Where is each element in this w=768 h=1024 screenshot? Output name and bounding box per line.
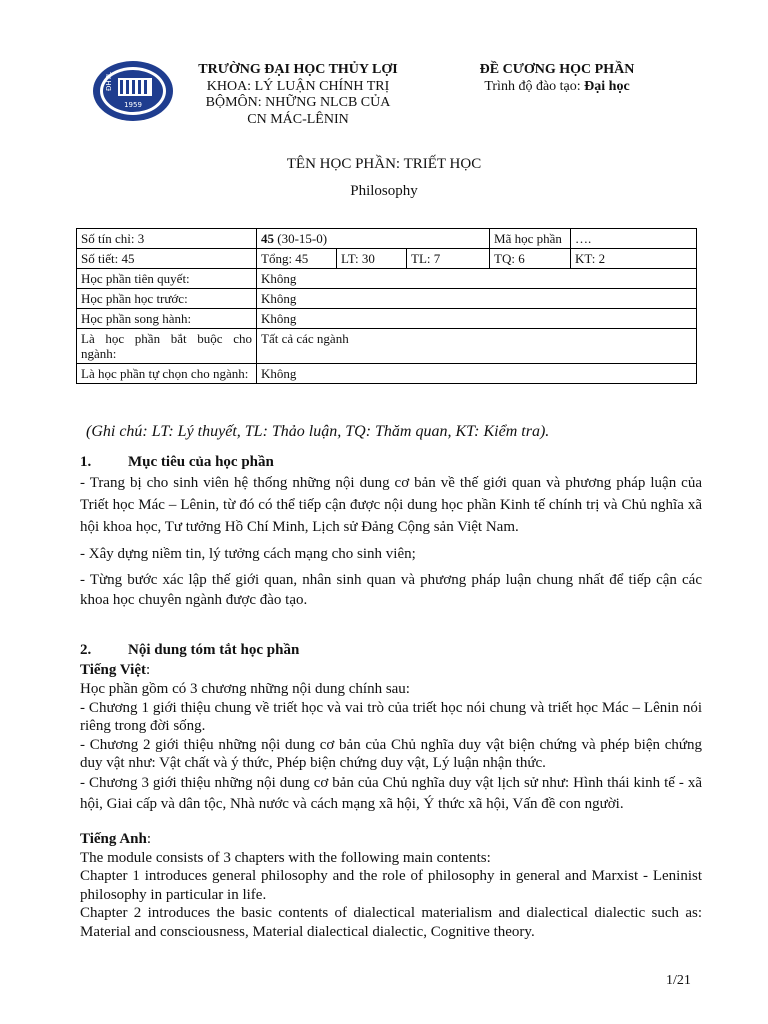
course-code-label: Mã học phần	[490, 229, 571, 249]
lt-cell: LT: 30	[337, 249, 407, 269]
logo-text: ĐHTL	[105, 72, 113, 91]
university-name: TRƯỜNG ĐẠI HỌC THỦY LỢI	[198, 62, 398, 77]
section-1	[80, 452, 702, 610]
summary-paragraph: - Chương 1 giới thiệu chung về triết học và vai trò của triết học nói chung và triết học Mác – Lênin nói riêng trong đời sống.	[80, 699, 702, 734]
department-line-1: BỘMÔN: NHỮNG NLCB CỦA	[205, 95, 391, 110]
section-heading	[80, 640, 702, 660]
table-row	[77, 229, 697, 249]
hours-total: 45	[261, 231, 274, 246]
summary-paragraph: - Chương 3 giới thiệu những nội dung cơ bản của Chủ nghĩa duy vật lịch sử như: Hình thái kinh tế - xã hội, Giai cấp và dân tộc, Nhà nước và cách mạng xã hội, Ý thức xã hội, Vấn đề con người.	[80, 774, 702, 812]
section-2	[80, 640, 702, 941]
row-value: Không	[257, 364, 697, 384]
row-label: Học phần tiên quyết:	[77, 269, 257, 289]
table-row	[77, 309, 697, 329]
credits-cell: Số tín chỉ: 3	[77, 229, 257, 249]
section-title: Nội dung tóm tắt học phần	[128, 642, 300, 658]
section-title: Mục tiêu của học phần	[128, 454, 274, 470]
department-line-2: CN MÁC-LÊNIN	[247, 111, 349, 127]
table-row	[77, 249, 697, 269]
table-row	[77, 269, 697, 289]
course-title: TÊN HỌC PHẦN: TRIẾT HỌC	[286, 156, 482, 172]
section-heading	[80, 452, 702, 472]
university-logo	[92, 60, 174, 122]
document-title: ĐỀ CƯƠNG HỌC PHẦN	[479, 62, 635, 77]
row-value: Không	[257, 269, 697, 289]
training-level	[452, 79, 662, 96]
table-row	[77, 289, 697, 309]
vietnamese-heading: Tiếng Việt:	[80, 662, 151, 678]
row-label: Học phần học trước:	[77, 289, 257, 309]
row-label: Là học phần bắt buộc cho ngành:	[77, 329, 257, 364]
summary-paragraph: Chapter 2 introduces the basic contents of dialectical materialism and dialectical dialectic such as: Material and consciousness, Material dialectical dialectic, Cognitive theory.	[80, 905, 702, 940]
table-row	[77, 364, 697, 384]
periods-cell: Số tiết: 45	[77, 249, 257, 269]
tq-cell: TQ: 6	[490, 249, 571, 269]
section-number: 1.	[80, 454, 92, 470]
document-title-block	[452, 62, 662, 95]
tl-cell: TL: 7	[407, 249, 490, 269]
hours-breakdown: (30-15-0)	[274, 231, 328, 246]
training-level-label: Trình độ đào tạo:	[484, 78, 585, 94]
summary-paragraph: - Chương 2 giới thiệu những nội dung cơ bản của Chủ nghĩa duy vật biện chứng và phép biện chứng duy vật như: Vật chất và ý thức, Phép biện chứng duy vật, Lý luận nhận thức.	[80, 736, 702, 771]
course-english-name: Philosophy	[350, 183, 418, 199]
row-value: Không	[257, 289, 697, 309]
hours-cell	[257, 229, 490, 249]
course-info-table	[76, 228, 697, 384]
objective-paragraph: - Xây dựng niềm tin, lý tưởng cách mạng cho sinh viên;	[80, 546, 416, 562]
table-row	[77, 329, 697, 364]
summary-paragraph: Học phần gồm có 3 chương những nội dung chính sau:	[80, 681, 410, 697]
training-level-value: Đại học	[584, 78, 630, 94]
section-number: 2.	[80, 642, 92, 658]
page-number: 1/21	[666, 973, 691, 988]
row-label: Là học phần tự chọn cho ngành:	[77, 364, 257, 384]
faculty-name: KHOA: LÝ LUẬN CHÍNH TRỊ	[206, 78, 390, 94]
logo-year: 1959	[124, 101, 142, 109]
objective-paragraph: - Từng bước xác lập thế giới quan, nhân sinh quan và phương pháp luận chung nhất để tiếp cận các khoa học chuyên ngành được đào tạo.	[80, 572, 702, 608]
objective-paragraph: - Trang bị cho sinh viên hệ thống những nội dung cơ bản về thế giới quan và phương pháp luận của Triết học Mác – Lênin, từ đó có thể tiếp cận được nội dung học phần Kinh tế chính trị và Chủ nghĩa xã hội khoa học, Tư tưởng Hồ Chí Minh, Lịch sử Đảng Cộng sản Việt Nam.	[80, 475, 702, 535]
row-value: Tất cả các ngành	[257, 329, 697, 364]
english-heading: Tiếng Anh:	[80, 830, 152, 847]
total-cell: Tổng: 45	[257, 249, 337, 269]
row-label: Học phần song hành:	[77, 309, 257, 329]
summary-paragraph: The module consists of 3 chapters with the following main contents:	[80, 849, 491, 866]
summary-paragraph: Chapter 1 introduces general philosophy and the role of philosophy in general and Marxist - Leninist philosophy in particular in life.	[80, 868, 702, 903]
abbreviation-note: (Ghi chú: LT: Lý thuyết, TL: Thảo luận, TQ: Thăm quan, KT: Kiểm tra).	[86, 423, 550, 440]
institution-block	[178, 62, 418, 128]
row-value: Không	[257, 309, 697, 329]
course-code-value: ….	[571, 229, 697, 249]
kt-cell: KT: 2	[571, 249, 697, 269]
